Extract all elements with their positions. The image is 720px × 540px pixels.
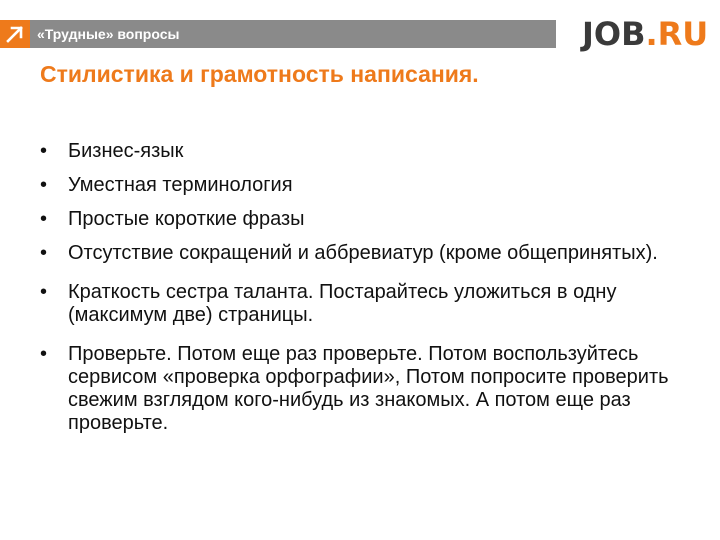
section-label: «Трудные» вопросы <box>37 26 180 42</box>
logo-dot: . <box>645 15 658 53</box>
list-item-text: Отсутствие сокращений и аббревиатур (кроме общепринятых). <box>68 242 658 264</box>
list-item <box>40 208 690 231</box>
header-bar <box>0 20 556 48</box>
bullet-dot-icon: • <box>40 208 48 230</box>
list-item-text: Краткость сестра таланта. Постарайтесь уложиться в одну (максимум две) страницы. <box>68 281 617 326</box>
bullet-dot-icon: • <box>40 242 48 264</box>
logo-main-text: JOB <box>582 15 646 53</box>
list-item-text: Уместная терминология <box>68 174 293 196</box>
bullet-dot-icon: • <box>40 343 48 365</box>
list-item-text: Бизнес-язык <box>68 140 184 162</box>
list-item-text: Проверьте. Потом еще раз проверьте. Потом воспользуйтесь сервисом «проверка орфографии», Потом попросите проверить свежим взглядом кого-нибудь из знакомых. А потом еще раз проверьте. <box>68 343 669 434</box>
logo-suffix: RU <box>657 15 709 53</box>
job-ru-logo <box>582 14 708 54</box>
list-item <box>40 174 690 197</box>
list-item <box>40 343 690 435</box>
bullet-dot-icon: • <box>40 140 48 162</box>
bullet-list <box>40 140 690 451</box>
list-item <box>40 281 690 327</box>
list-item <box>40 242 690 265</box>
list-item <box>40 140 690 163</box>
arrow-up-right-icon <box>0 20 30 48</box>
list-item-text: Простые короткие фразы <box>68 208 305 230</box>
page-title: Стилистика и грамотность написания. <box>40 61 479 87</box>
bullet-dot-icon: • <box>40 174 48 196</box>
bullet-dot-icon: • <box>40 281 48 303</box>
